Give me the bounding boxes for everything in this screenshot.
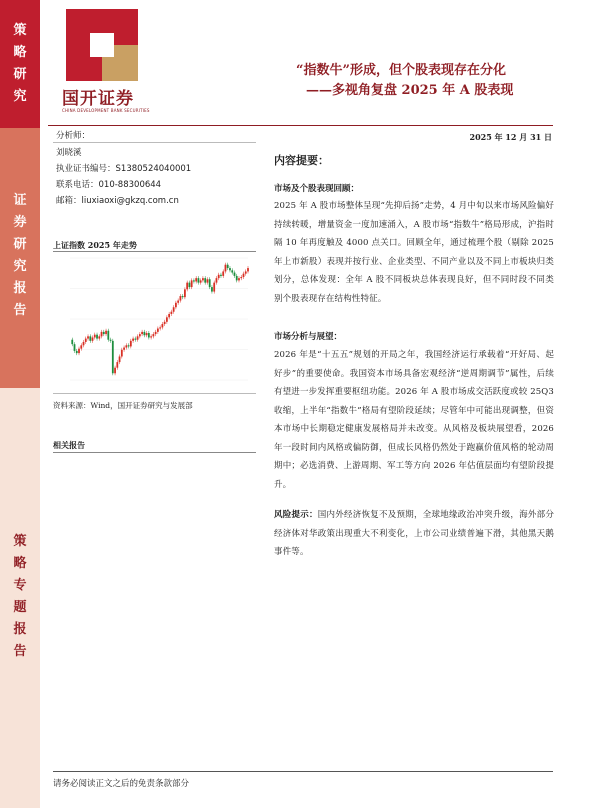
candle-body xyxy=(134,339,136,340)
candle-body xyxy=(155,332,157,334)
candle-body xyxy=(76,351,78,353)
candle-body xyxy=(92,337,94,340)
candle-body xyxy=(128,345,130,346)
risk-label: 风险提示： xyxy=(274,510,318,520)
candle-body xyxy=(141,332,143,334)
candle-body xyxy=(220,275,222,276)
analyst-divider xyxy=(53,142,256,143)
side-band-middle xyxy=(0,128,40,388)
company-name-english: CHINA DEVELOPMENT BANK SECURITIES xyxy=(62,108,150,113)
candle-body xyxy=(152,334,154,336)
candle-body xyxy=(207,279,209,282)
candle-body xyxy=(78,349,80,353)
candle-body xyxy=(94,335,96,338)
candle-body xyxy=(125,345,127,347)
candle-body xyxy=(218,275,220,278)
disclaimer-note: 请务必阅读正文之后的免责条款部分 xyxy=(53,779,190,789)
candle-body xyxy=(189,283,191,287)
phone-row xyxy=(56,178,161,190)
side-mid-char: 研 xyxy=(13,237,27,252)
email-row xyxy=(56,194,179,206)
candle-body xyxy=(247,268,249,271)
candle-body xyxy=(198,278,200,282)
index-trend-chart xyxy=(56,252,252,388)
side-low-char: 告 xyxy=(13,644,27,659)
candle-body xyxy=(211,287,213,291)
candle-body xyxy=(137,336,139,339)
candle-body xyxy=(164,322,166,324)
outlook-heading: 市场分析与展望： xyxy=(274,332,343,342)
report-title: “指数牛”形成，但个股表现存在分化 xyxy=(296,63,506,78)
company-name: 国开证券 xyxy=(62,89,134,109)
chart-title: 上证指数 2025 年走势 xyxy=(53,240,137,250)
candle-body xyxy=(114,368,116,374)
candle-body xyxy=(236,276,238,280)
candle-body xyxy=(157,329,159,332)
report-subtitle: ——多视角复盘 2025 年 A 股表现 xyxy=(306,83,514,98)
candle-body xyxy=(105,331,107,334)
candle-body xyxy=(112,341,114,373)
footer-divider xyxy=(53,771,553,772)
candle-body xyxy=(96,335,98,339)
candle-body xyxy=(243,274,245,277)
candle-body xyxy=(240,277,242,278)
candle-body xyxy=(209,279,211,287)
chart-bottom-divider xyxy=(53,393,256,394)
candle-body xyxy=(80,345,82,348)
candle-body xyxy=(107,331,109,340)
side-mid-char: 究 xyxy=(13,259,27,274)
side-mid-char: 报 xyxy=(13,281,27,296)
candle-body xyxy=(130,341,132,347)
review-paragraph: 2025 年 A 股市场整体呈现“先抑后扬”走势，4 月中旬以来市场风险偏好持续转暖，增量资金一度加速涌入，A 股市场“指数牛”格局形成，沪指时隔 10 年再度触及 4000 点关口。回顾全年，通过梳理个股（剔除 2025 年上市新股）表现并按行业、企业类型、不同产业以及不同上市板块归类划分，总体发现：全年 A 股不同板块总体表现良好，但不同时段不同类别个股表现存在结构性特征。 xyxy=(274,201,554,304)
side-mid-char: 证 xyxy=(13,193,27,208)
candle-body xyxy=(227,265,229,268)
candle-body xyxy=(101,332,103,336)
side-top-char: 策 xyxy=(13,23,27,38)
candle-body xyxy=(87,336,89,338)
candle-body xyxy=(150,336,152,337)
candle-body xyxy=(175,303,177,307)
candle-body xyxy=(139,334,141,336)
email-label: 邮箱： xyxy=(56,196,82,206)
candle-body xyxy=(234,273,236,276)
side-top-char: 究 xyxy=(13,89,27,104)
cert-number: S1380524040001 xyxy=(115,164,192,174)
candle-body xyxy=(222,271,224,275)
side-low-char: 报 xyxy=(13,622,27,637)
candle-body xyxy=(170,312,172,314)
candle-body xyxy=(231,270,233,272)
candle-body xyxy=(166,317,168,321)
candle-body xyxy=(204,278,206,282)
cert-row xyxy=(56,162,191,174)
header-divider xyxy=(48,125,553,126)
candle-body xyxy=(202,278,204,280)
candle-body xyxy=(103,332,105,334)
phone-number: 010-88300644 xyxy=(98,180,162,190)
candle-body xyxy=(238,278,240,280)
side-top-char: 略 xyxy=(13,45,27,60)
candle-body xyxy=(98,336,100,338)
candle-body xyxy=(146,333,148,335)
candle-body xyxy=(110,340,112,341)
candle-body xyxy=(168,314,170,317)
candle-body xyxy=(216,278,218,282)
candle-body xyxy=(182,296,184,297)
candle-body xyxy=(119,356,121,362)
candle-body xyxy=(193,280,195,281)
candle-body xyxy=(180,296,182,300)
candle-body xyxy=(200,280,202,282)
related-reports-title: 相关报告 xyxy=(53,440,85,450)
risk-text: 国内外经济恢复不及预期，全球地缘政治冲突升级，海外部分经济体对华政策出现重大不利变化，上市公司业绩普遍下滑，其他黑天鹅事件等。 xyxy=(274,510,554,557)
report-date: 2025 年 12 月 31 日 xyxy=(469,132,552,142)
candle-body xyxy=(161,324,163,327)
candle-body xyxy=(132,339,134,341)
side-mid-char: 券 xyxy=(13,215,27,230)
side-mid-char: 告 xyxy=(13,303,27,318)
review-heading: 市场及个股表现回顾： xyxy=(274,184,360,194)
candle-body xyxy=(83,342,85,345)
analyst-name: 刘晓溪 xyxy=(56,148,82,158)
candle-body xyxy=(245,271,247,273)
candle-body xyxy=(173,307,175,311)
candle-body xyxy=(121,350,123,357)
side-top-char: 研 xyxy=(13,67,27,82)
candle-body xyxy=(148,333,150,337)
candle-body xyxy=(191,280,193,287)
candle-body xyxy=(184,289,186,297)
risk-paragraph xyxy=(274,506,554,562)
candle-body xyxy=(159,327,161,328)
email-link[interactable]: liuxiaoxi@gkzq.com.cn xyxy=(81,196,179,206)
side-low-char: 专 xyxy=(13,578,27,593)
candle-body xyxy=(177,301,179,303)
phone-label: 联系电话： xyxy=(56,180,99,190)
candle-body xyxy=(143,332,145,335)
side-low-char: 题 xyxy=(13,600,27,615)
side-band-top xyxy=(0,0,40,128)
analyst-heading: 分析师： xyxy=(56,131,91,141)
side-band-bottom xyxy=(0,388,40,808)
related-reports-divider xyxy=(53,452,256,453)
candle-body xyxy=(85,339,87,342)
candle-body xyxy=(225,265,227,272)
side-low-char: 略 xyxy=(13,556,27,571)
candle-body xyxy=(186,283,188,290)
candle-body xyxy=(89,336,91,340)
candle-body xyxy=(74,344,76,351)
candle-body xyxy=(213,283,215,292)
summary-heading: 内容提要： xyxy=(274,154,329,167)
candle-body xyxy=(116,362,118,368)
chart-source: 资料来源：Wind，国开证券研究与发展部 xyxy=(53,401,193,410)
candle-body xyxy=(123,348,125,350)
candle-body xyxy=(195,278,197,281)
outlook-paragraph: 2026 年是“十五五”规划的开局之年，我国经济运行承载着“开好局、起好步”的重要使命。我国资本市场具备宏观经济“逆周期调节”属性，后续有望进一步发挥重要枢纽功能。2026 年 A 股市场成交活跃度或较 25Q3 收缩，上半年“指数牛”格局有望阶段延续；尽管年中可能出现调整，但资本市场中长期稳定健康发展格局并未改变。从风格及板块展望看，2026 年一段时间内风格或偏防御，但成长风格仍然处于跑赢价值风格的轮动周期中；必选消费、上游周期、军工等方向 2026 年估值层面均有望阶段提升。 xyxy=(274,350,554,490)
side-low-char: 策 xyxy=(13,534,27,549)
candle-body xyxy=(71,340,73,344)
company-logo-icon xyxy=(66,9,138,81)
candle-body xyxy=(229,268,231,270)
cert-label: 执业证书编号： xyxy=(56,164,116,174)
